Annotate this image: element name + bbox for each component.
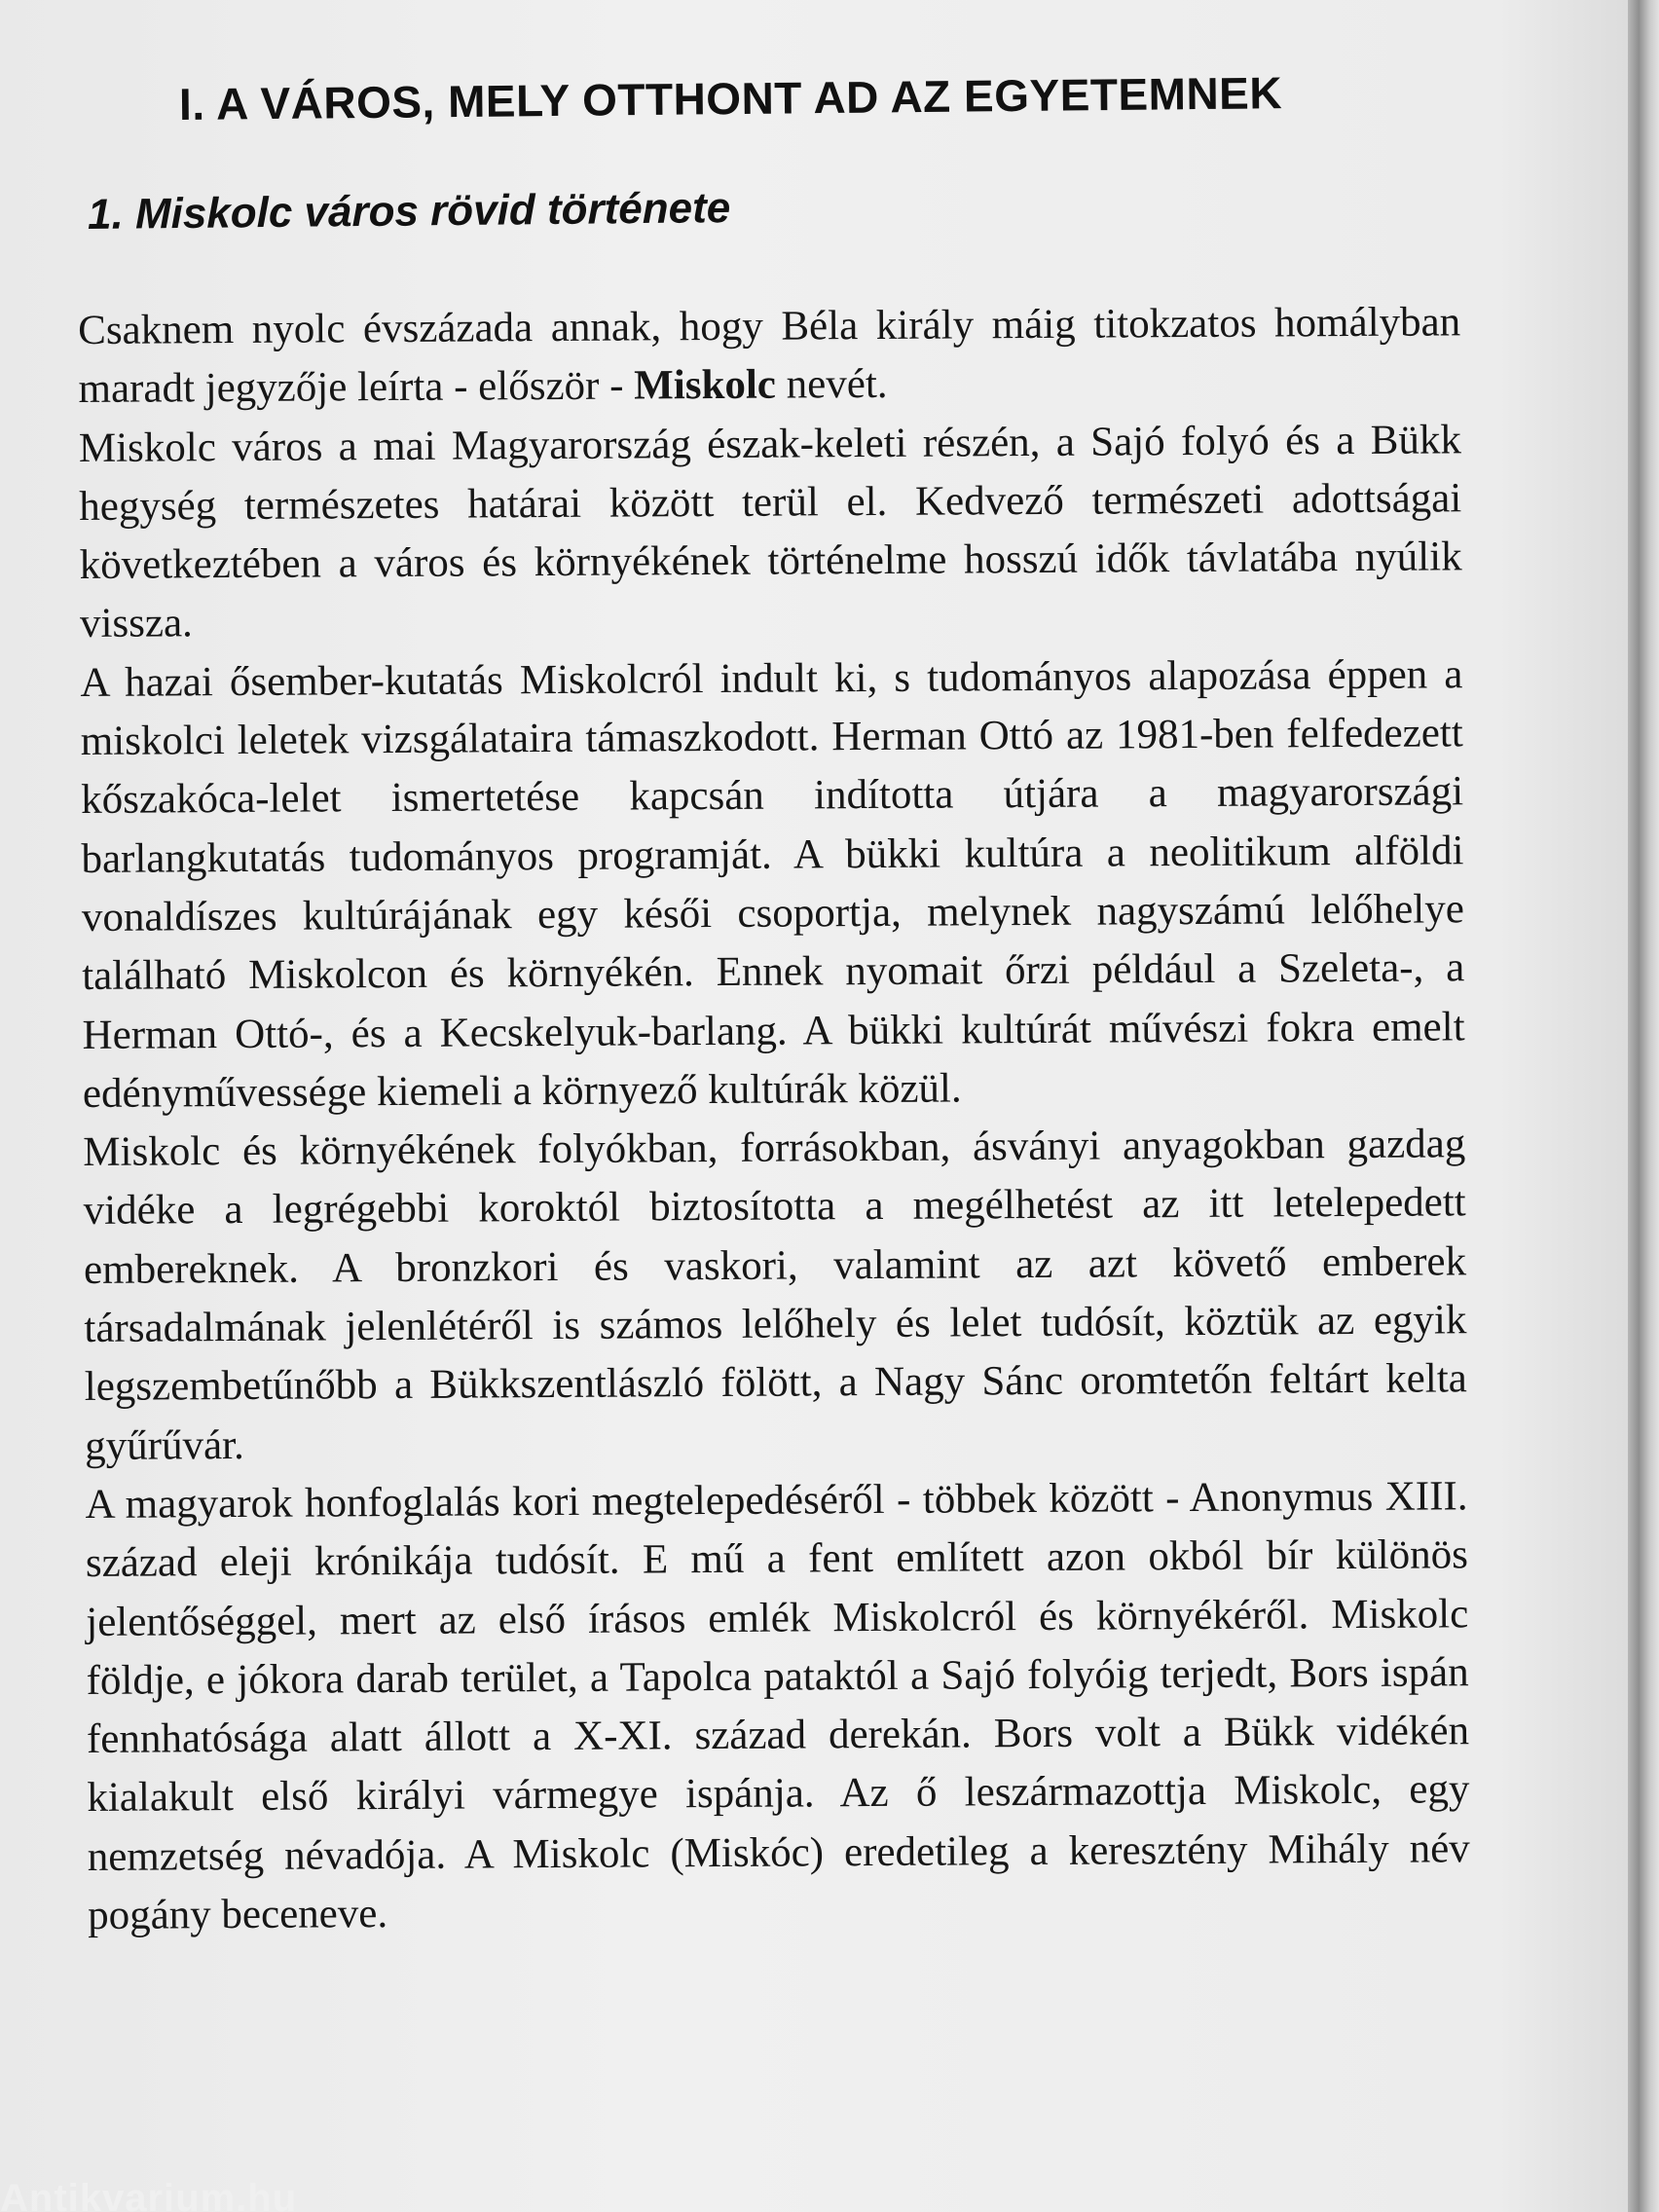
paragraph-5: A magyarok honfoglalás kori megtelepedéséről - többek között - Anonymus XIII. század eleji krónikája tudósít. E mű a fent említett azon okból bír különös jelentőséggel, mert az első írásos emlék Miskolcról és környékéről. Miskolc földje, e jókora darab terület, a Tapolca pataktól a Sajó folyóig terjedt, Bors ispán fennhatósága alatt állott a X-XI. század derekán. Bors volt a Bükk vidékén kialakult első királyi vármegye ispánja. Az ő leszármazottja Miskolc, egy nemzetség névadója. A Miskolc (Miskóc) eredetileg a keresztény Mihály név pogány beceneve. bbox=[85, 1473, 1470, 1938]
chapter-title: I. A VÁROS, MELY OTTHONT AD AZ EGYETEMNEK bbox=[178, 67, 1283, 129]
miskolc-bold: Miskolc bbox=[634, 361, 777, 409]
body-text bbox=[78, 293, 1470, 1945]
paragraph-1-end: nevét. bbox=[775, 361, 888, 408]
paragraph-1 bbox=[78, 293, 1461, 419]
section-title: 1. Miskolc város rövid története bbox=[87, 184, 731, 239]
paragraph-1-text: Csaknem nyolc évszázada annak, hogy Béla király máig titokzatos homályban maradt jegyzője leírta - először - bbox=[78, 299, 1461, 413]
page-edge bbox=[1628, 0, 1659, 2212]
paragraph-4: Miskolc és környékének folyókban, forrásokban, ásványi anyagokban gazdag vidéke a legrégebbi koroktól biztosította a megélhetést az itt letelepedett embereknek. A bronzkori és vaskori, valamint az azt követő emberek társadalmának jelenlétéről is számos lelőhely és lelet tudósít, köztük az egyik legszembetűnőbb a Bükkszentlászló fölött, a Nagy Sánc oromtetőn feltárt kelta gyűrűvár. bbox=[83, 1121, 1467, 1469]
watermark: Antikvarium.hu bbox=[0, 2177, 298, 2212]
page-content bbox=[78, 67, 1470, 1945]
paragraph-3: A hazai ősember-kutatás Miskolcról indult ki, s tudományos alapozása éppen a miskolci leletek vizsgálataira támaszkodott. Herman Ottó az 1981-ben felfedezett kőszakóca-lelet ismertetése kapcsán indította útjára a magyarországi barlangkutatás tudományos programját. A bükki kultúra a neolitikum alföldi vonaldíszes kultúrájának egy késői csoportja, melynek nagyszámú lelőhelye található Miskolcon és környékén. Ennek nyomait őrzi például a Szeleta-, a Herman Ottó-, és a Kecskelyuk-barlang. A bükki kultúrát művészi fokra emelt edényművessége kiemeli a környező kultúrák közül. bbox=[80, 651, 1465, 1117]
paragraph-2: Miskolc város a mai Magyarország észak-keleti részén, a Sajó folyó és a Bükk hegység természetes határai között terül el. Kedvező természeti adottságai következtében a város és környékének történelme hosszú idők távlatába nyúlik vissza. bbox=[78, 416, 1462, 647]
